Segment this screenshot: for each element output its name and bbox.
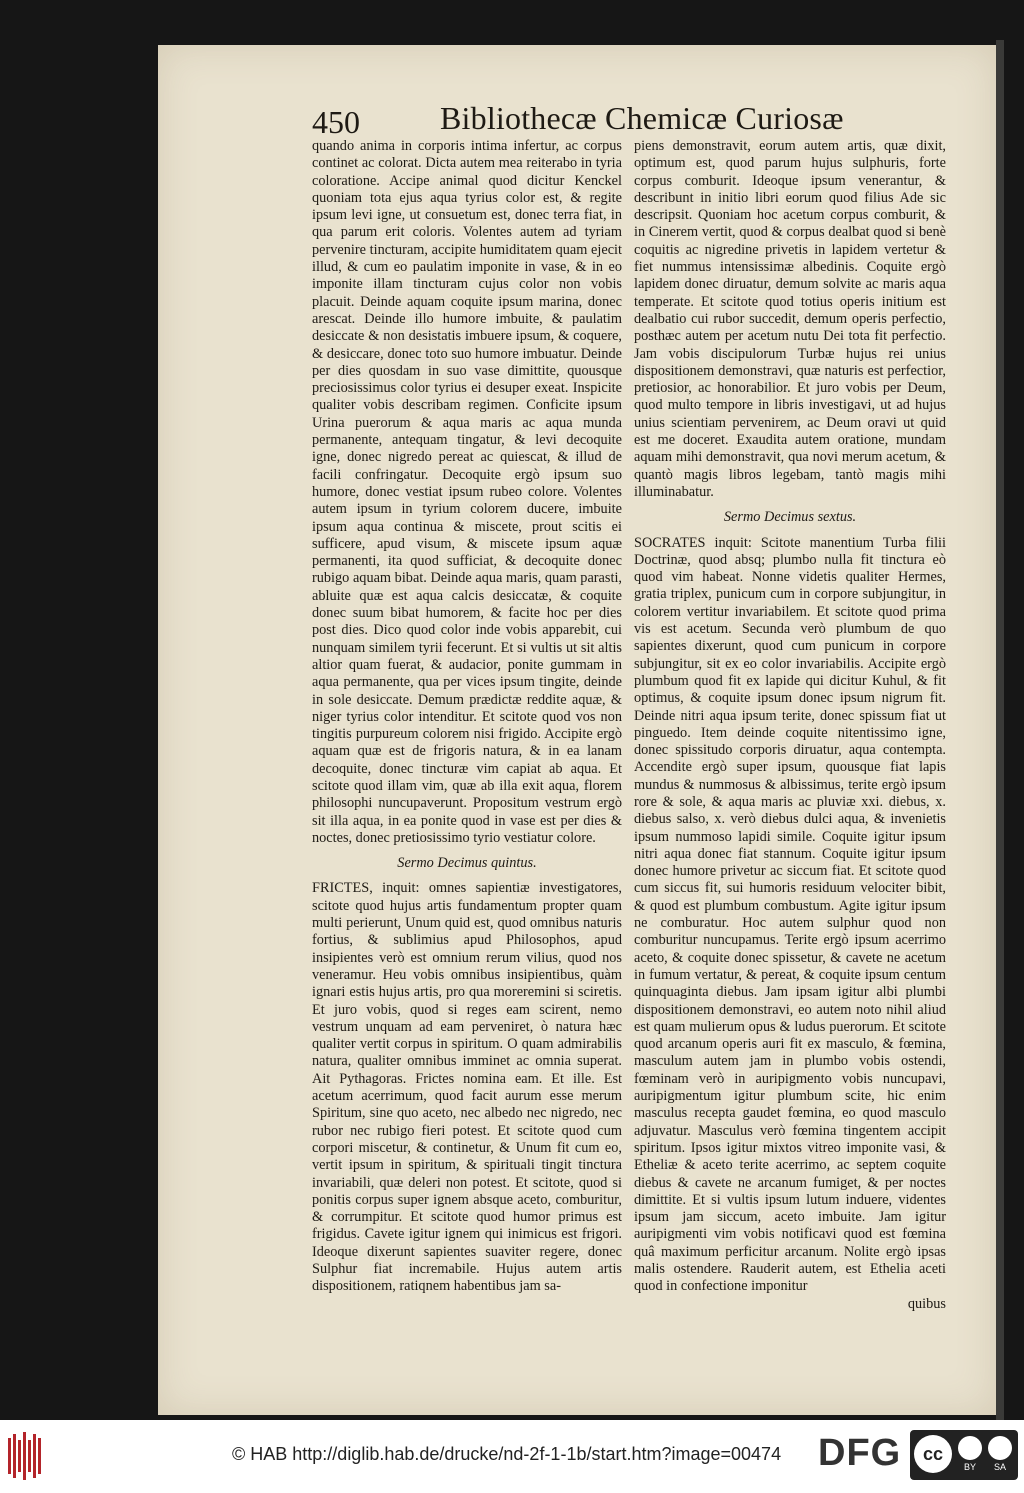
running-title: Bibliothecæ Chemicæ Curiosæ (440, 100, 844, 136)
sermon-heading-15: Sermo Decimus quintus. (397, 855, 537, 872)
dfg-logo[interactable]: DFG (818, 1432, 902, 1474)
hab-logo-icon[interactable] (6, 1430, 46, 1482)
left-paragraph-2: FRICTES, inquit: omnes sapientiæ investigatores, scitote quod hujus artis fundamentum propter quam multi perierunt, Unum quid est, quod omnibus naturis fortius, & sublimius apud Philosophos, apud insipientes verò est omnium rerum vilius, quod nos veneramur. Heu vobis omnibus insipientibus, quàm ignari estis hujus artis, pro qua moreremini si sciretis. Et juro vobis, quod si reges eam scirent, nemo vestrum unquam ad eam perveniret, ò natura hæc qualiter vertit corpus in spiritum. O quam admirabilis natura, qualiter omnibus imminet ac omnia superat. Ait Pythagoras. Frictes nomina eam. Et ille. Est acetum acerrimum, quod facit aurum esse merum Spiritum, sine quo aceto, nec albedo nec nigredo, nec rubor nec rubigo fieri potest. Et scitote quod cum corpori miscetur, & continetur, & Unum fit cum eo, vertit ipsum in spiritum, & spirituali tingit tinctura invariabili, quæ deleri non potest. Et scitote, quod si ponitis corpus super ignem absque aceto, comburitur, & corrumpitur. Et scitote quod humor primus est frigidus. Cavete igitur ignem qui inimicus est frigori. Ideoque dixerunt sapientes suaviter regere, donec Sulphur fiat incremabile. Hujus autem artis dispositionem, ratiqnem habentibus jam sa- (312, 880, 622, 1295)
page-edge (996, 40, 1004, 1420)
sa-icon (988, 1436, 1012, 1460)
page-header (312, 100, 992, 140)
by-label: BY (964, 1462, 977, 1472)
right-paragraph-1: piens demonstravit, eorum autem artis, quæ dixit, optimum est, quod parum hujus sulphuris, forte corpus comburit. Ideoque ipsum venerantur, & describunt in initio libri eorum quod filius Ade sic descripsit. Quoniam hoc acetum corpus comburit, & in Cinerem vertit, quod & corpus dealbat quod si benè coquitis ac nigredine privetis in lapidem vertetur & fiet nummus intensissimæ albedinis. Coquite ergò lapidem donec diruatur, demum solvite ac maris aqua temperate. Et scitote quod totius operis initium est dealbatio cui rubor succedit, demum operis perfectio, posthæc autem per acetum nutu Dei tota fit perfectio. Jam vobis discipulorum Turbæ hujus rei unius dispositionem demonstravi, quæ naturis est perfectior, pretiosior, ac honorabilior. Et juro vobis per Deum, quod multo tempore in libris investigavi, ut ad hujus unius scientiam pervenirem, ac Deum oravi ut quid est me doceret. Exaudita autem oratione, mundam aquam mihi demonstravit, qua novi merum acetum, & quantò magis libros legebam, tantò magis mihi illuminabatur. (634, 138, 946, 500)
page-number: 450 (312, 104, 360, 140)
copyright-link[interactable]: © HAB http://diglib.hab.de/drucke/nd-2f-1-1b/start.htm?image=00474 (232, 1444, 782, 1464)
catchword: quibus (907, 1295, 946, 1312)
by-icon (958, 1436, 982, 1460)
sa-label: SA (994, 1462, 1007, 1472)
cc-license-badge[interactable] (910, 1430, 1018, 1480)
left-column (312, 138, 622, 1296)
right-column (634, 138, 946, 1313)
sermon-heading-16: Sermo Decimus sextus. (723, 509, 857, 526)
viewer-footer (0, 1420, 1024, 1493)
cc-icon: cc (914, 1435, 952, 1473)
right-paragraph-2: SOCRATES inquit: Scitote manentium Turba filii Doctrinæ, quod absq; plumbo nulla fit tinctura eò quod vim habeat. Nonne videtis qualiter Hermes, gratia triplex, punicum cum in corpore subjungitur, in colorem vertitur invariabilem. Et scitote quod prima vis est acetum. Secunda verò plumbum de quo sapientes dixerunt, quod cum punicum in corpore subjungitur, sit ex eo color invariabilis. Accipite ergò plumbum quod fit ex lapide qui dicitur Kuhul, & fit optimus, & coquite ipsum donec ipsum nigrum fit. Deinde nitri aqua ipsum terite, donec spissum fiat ut pinguedo. Item deinde coquite nitentissimo igne, donec spissitudo corporis diruatur, aqua contempta. Accendite ergò super ipsum, quousque fiat lapis mundus & nummosus & albissimus, terite ergò ipsum rore & sole, & aqua maris ac pluviæ xxi. diebus, x. diebus salso, x. verò diebus dulci aqua, & invenietis ipsum nummoso lapidi simile. Coquite igitur ipsum nitri aqua donec fiat stannum. Coquite igitur ipsum donec humore privetur ac siccum fiat. Et scitote quod cum siccus fit, sui humoris residuum velociter bibit, & quod est plumbum combustum. Agite igitur ipsum ne comburatur. Hoc autem sulphur quod non comburitur nuncupamus. Terite ergò ipsum acerrimo aceto, & coquite donec spissetur, & cavete ne acetum in fumum vertatur, & pereat, & coquite ipsum centum quinquaginta diebus. Jam ipsam igitur albi plumbi dispositionem demonstravi, eo autem noto nihil aliud est quam mulierum opus & ludus puerorum. Et scitote quod arcanum operis auri fit ex masculo, & fœmina, masculum autem jam in plumbo vobis ostendi, fœminam verò in auripigmento vobis nuncupavi, auripigmentum igitur plumbum scite, hic enim masculus recepta gaudet fœmina, eo quod masculo adjuvatur. Masculus verò fœmina tingentem accipit spiritum. Ipsos igitur mixtos vitreo imponite vasi, & Etheliæ & aceto terite acerrimo, ac septem coquite diebus & cavete ne arcanum fumiget, & per noctes dimittite. Et si vultis ipsum lutum induere, videntes ipsum jam siccum, aceto imbuite. Jam igitur auripigmenti vim vobis notificavi quod est fœmina quâ maximum perficitur arcanum. Nolite ergò ipsas malis ostendere. Rauderit autem, est Ethelia aceti quod in confectione imponitur (634, 534, 946, 1295)
left-paragraph-1: quando anima in corporis intima infertur, ac corpus continet ac colorat. Dicta autem mea reiterabo in tyria coloratione. Accipe animal quod dicitur Kenckel quoniam tota ejus aqua tyrius color est, & regite ipsum levi igne, ut consuetum est, donec terra fiat, in qua parum erit coloris. Volentes autem ad tyriam pervenire tincturam, accipite humiditatem quam ejecit illud, & cum eo paulatim imponite in vase, & in eo imponite illam tincturam cujus color non vobis placuit. Deinde aquam coquite ipsum marina, donec arescat. Deinde illo humore imbuite, & paulatim desiccate & non desistatis imbuere ipsum, & coquere, & desiccare, donec toto suo humore imbuatur. Deinde per dies quosdam in suo vase dimittite, quousque preciosissimus color tyrius ei desuper exeat. Inspicite qualiter vobis describam regimen. Conficite ipsum Urina puerorum & aqua maris ac aqua munda permanente, antequam tingatur, & levi decoquite igne, donec nigredo pereat ac quiescat, & illud de facili confringatur. Decoquite ergò ipsum suo humore, donec vestiat ipsum rubeo colore. Volentes autem ipsum in tyrium colorem ducere, imbuite ipsum aqua continua & miscete, prout scitis ei sufficere, apud visum, & miscete ipsum aquæ permanenti, ita quod sufficiat, & decoquite donec rubigo aquam bibat. Deinde aqua maris, quam parasti, abluite quæ est aqua calcis desiccatæ, & coquite donec suum bibat humorem, & facite hoc per dies post dies. Dico quod color inde vobis apparebit, cui nunquam similem tyrii fecerunt. Et si vultis ut sit altis altior quam fuerat, & audacior, ponite gummam in aqua permanente, qua per vices ipsum tingite, deinde in sole desiccate. Demum prædictæ reddite aquæ, & niger tyrius color intenditur. Et scitote quod vos non tingitis purpureum colorem nisi frigido. Accipite ergò aquam quæ est de frigoris natura, & in ea lanam decoquite, donec tincturæ vim capiat ab aqua. Et scitote quod illam vim, quæ ab illa exit aqua, florem philosophi nuncupaverunt. Propositum vestrum ergò sit illa aqua, in ea ponite quod in vase est per dies & noctes, donec pretiosissimo tyrio vestiatur colore. (312, 138, 622, 846)
